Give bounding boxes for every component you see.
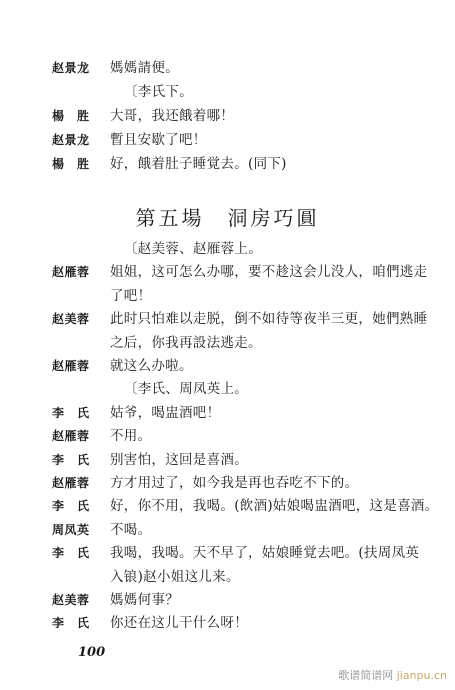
dialogue-text: 媽媽請便。 [110,60,179,76]
speaker-name: 李 氏 [52,405,90,420]
dialogue-line [0,494,455,518]
dialogue-line [0,260,455,284]
speaker-name: 李 氏 [52,499,90,514]
speaker-name: 楊 胜 [52,157,90,171]
stage-direction-line [0,377,455,401]
speaker-name: 赵景龙 [52,133,90,147]
dialogue-line [0,104,455,128]
speaker-name: 赵雁蓉 [52,265,90,280]
speaker-name: 赵雁蓉 [52,359,90,373]
dialogue-text: 姐姐，这可怎么办哪，要不趁这会儿没人，咱們逃走 [110,264,428,281]
dialogue-line [0,588,455,612]
dialogue-line [0,518,455,542]
continuation-text: 之后，你我再設法逃走。 [110,334,262,351]
speaker-name: 赵美蓉 [52,312,90,327]
watermark-url: jianpu.cn [396,669,447,682]
dialogue-line [0,354,455,378]
dialogue-line [0,307,455,331]
dialogue-text: 姑爷，喝盅酒吧！ [110,404,221,421]
speaker-name: 李 氏 [52,616,90,631]
page-number: 100 [78,645,106,660]
stage-direction-text: 〔赵美蓉、赵雁蓉上。 [124,241,262,257]
dialogue-line [0,128,455,152]
stage-direction-line [0,237,455,261]
dialogue-line [0,56,455,80]
dialogue-line [0,448,455,472]
continuation-text: 了吧！ [110,287,152,304]
dialogue-line [0,541,455,565]
continuation-line [0,565,455,589]
dialogue-line [0,471,455,495]
speaker-name: 赵雁蓉 [52,429,90,444]
dialogue-text: 好，餓着肚子睡覚去。(同下) [110,156,287,172]
dialogue-text: 大哥，我还餓着哪！ [110,108,235,124]
dialogue-line [0,424,455,448]
dialogue-text: 不用。 [110,428,152,445]
speaker-name: 李 氏 [52,546,90,561]
dialogue-text: 别害怕，这回是喜酒。 [110,451,248,468]
speaker-name: 周凤英 [52,522,90,537]
speaker-name: 赵景龙 [52,61,90,75]
dialogue-text: 方才用过了，如今我是再也吞吃不下的。 [110,475,359,491]
speaker-name: 楊 胜 [52,109,90,123]
dialogue-text: 就这么办啦。 [110,358,193,374]
continuation-line [0,284,455,308]
dialogue-text: 媽媽何事？ [110,592,179,608]
dialogue-text: 你还在这儿干什么呀！ [110,615,248,632]
dialogue-text: 好，你不用，我喝。(飲酒)姑娘喝盅酒吧，这是喜酒。 [110,498,439,515]
speaker-name: 赵雁蓉 [52,476,90,490]
dialogue-line [0,401,455,425]
stage-direction-text: 〔李氏、周凤英上。 [124,381,249,398]
continuation-line [0,331,455,355]
watermark [338,667,447,683]
watermark-site: 歌谱简谱网 [338,669,394,682]
dialogue-line [0,611,455,635]
dialogue-text: 此时只怕难以走脱，倒不如待等夜半三更，她們熟睡 [110,311,428,328]
stage-direction-line [0,80,455,104]
dialogue-line [0,152,455,176]
dialogue-text: 不喝。 [110,521,152,538]
scene-title: 第五場 洞房巧圓 [135,206,320,230]
speaker-name: 赵美蓉 [52,593,90,607]
dialogue-text: 我喝，我喝。天不早了，姑娘睡覚去吧。(扶周凤英 [110,545,420,562]
continuation-text: 入锒)赵小姐这儿来。 [110,568,240,585]
speaker-name: 李 氏 [52,452,90,467]
dialogue-text: 暫且安歇了吧！ [110,132,207,148]
stage-direction-text: 〔李氏下。 [124,84,193,100]
